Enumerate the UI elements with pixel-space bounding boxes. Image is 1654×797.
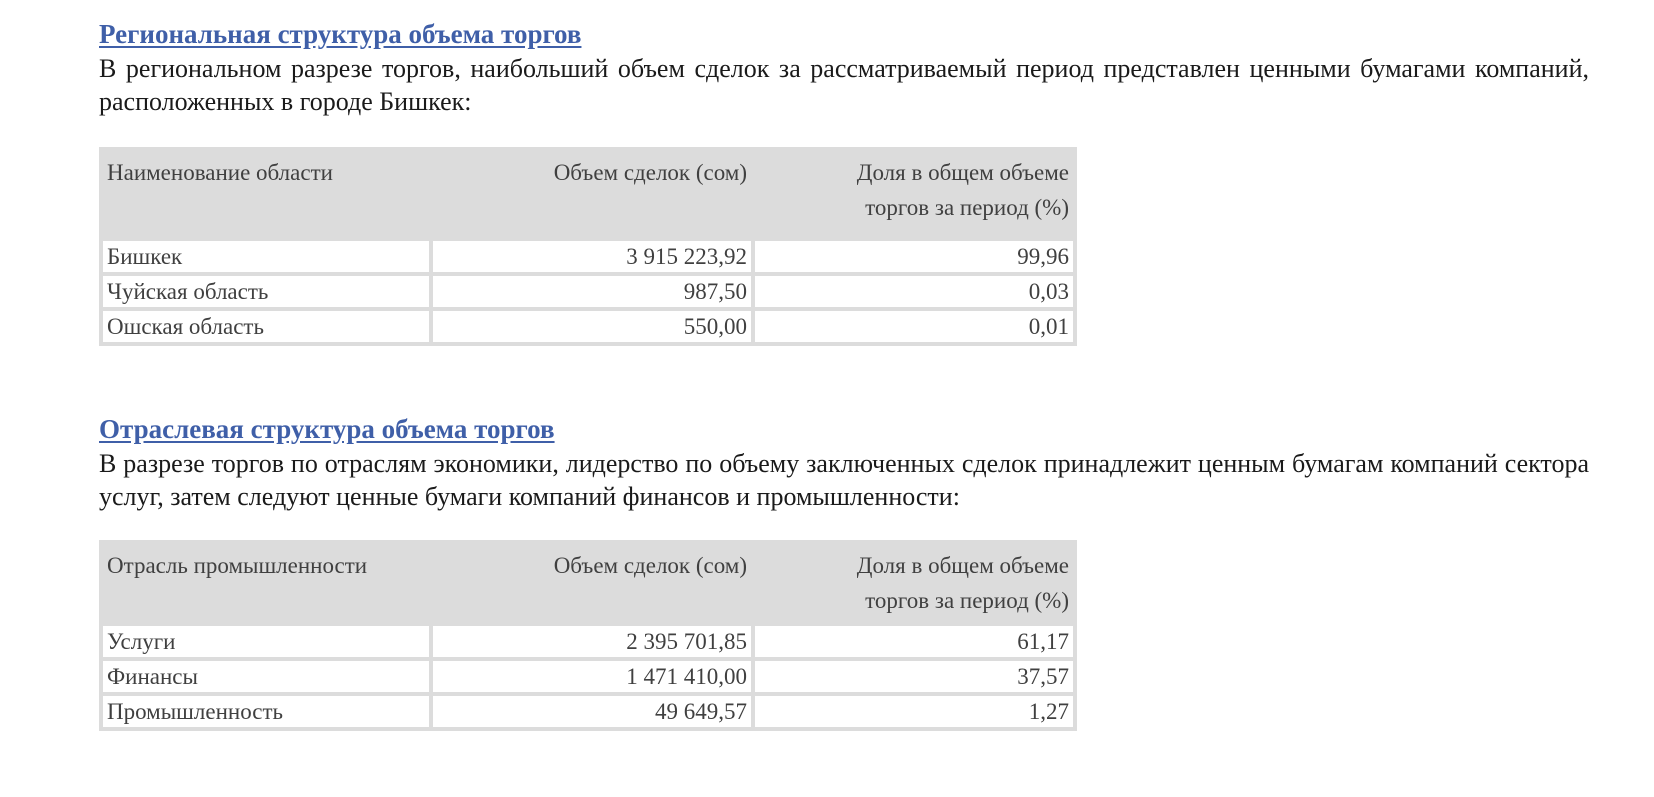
cell-share: 1,27 [755,696,1073,727]
regional-paragraph: В региональном разрезе торгов, наибольший объем сделок за рассматриваемый период представлен ценными бумагами компаний, расположенных в городе Бишкек: [99,54,1589,116]
cell-sector: Услуги [103,626,429,657]
cell-volume: 2 395 701,85 [433,626,751,657]
cell-share: 37,57 [755,661,1073,692]
cell-region: Ошская область [103,311,429,342]
table-row [103,696,1073,727]
column-header-share [755,151,1073,237]
cell-sector: Финансы [103,661,429,692]
cell-volume: 49 649,57 [433,696,751,727]
column-header-sector: Отрасль промышленности [103,544,429,622]
table-header-row [103,544,1073,622]
sectoral-paragraph: В разрезе торгов по отраслям экономики, лидерство по объему заключенных сделок принадлежит ценным бумагам компаний сектора услуг, затем следуют ценные бумаги компаний финансов и промышленности: [99,449,1589,511]
table-row [103,276,1073,307]
cell-volume: 1 471 410,00 [433,661,751,692]
cell-share: 0,01 [755,311,1073,342]
column-header-share-line1: Доля в общем объеме [856,160,1069,185]
column-header-volume: Объем сделок (сом) [433,544,751,622]
column-header-share-line1: Доля в общем объеме [856,553,1069,578]
column-header-volume: Объем сделок (сом) [433,151,751,237]
table-header-row [103,151,1073,237]
sectoral-table [99,540,1077,731]
table-row [103,311,1073,342]
regional-table [99,147,1077,346]
column-header-share-line2: торгов за период (%) [865,588,1069,613]
cell-region: Чуйская область [103,276,429,307]
regional-heading[interactable]: Региональная структура объема торгов [99,19,582,49]
table-row [103,626,1073,657]
regional-section [99,16,1589,118]
cell-volume: 987,50 [433,276,751,307]
column-header-share-line2: торгов за период (%) [865,195,1069,220]
column-header-region: Наименование области [103,151,429,237]
sectoral-section [99,411,1589,513]
cell-region: Бишкек [103,241,429,272]
cell-share: 0,03 [755,276,1073,307]
cell-volume: 3 915 223,92 [433,241,751,272]
table-row [103,241,1073,272]
cell-sector: Промышленность [103,696,429,727]
sectoral-heading[interactable]: Отраслевая структура объема торгов [99,414,555,444]
table-row [103,661,1073,692]
cell-share: 61,17 [755,626,1073,657]
cell-volume: 550,00 [433,311,751,342]
column-header-share [755,544,1073,622]
cell-share: 99,96 [755,241,1073,272]
